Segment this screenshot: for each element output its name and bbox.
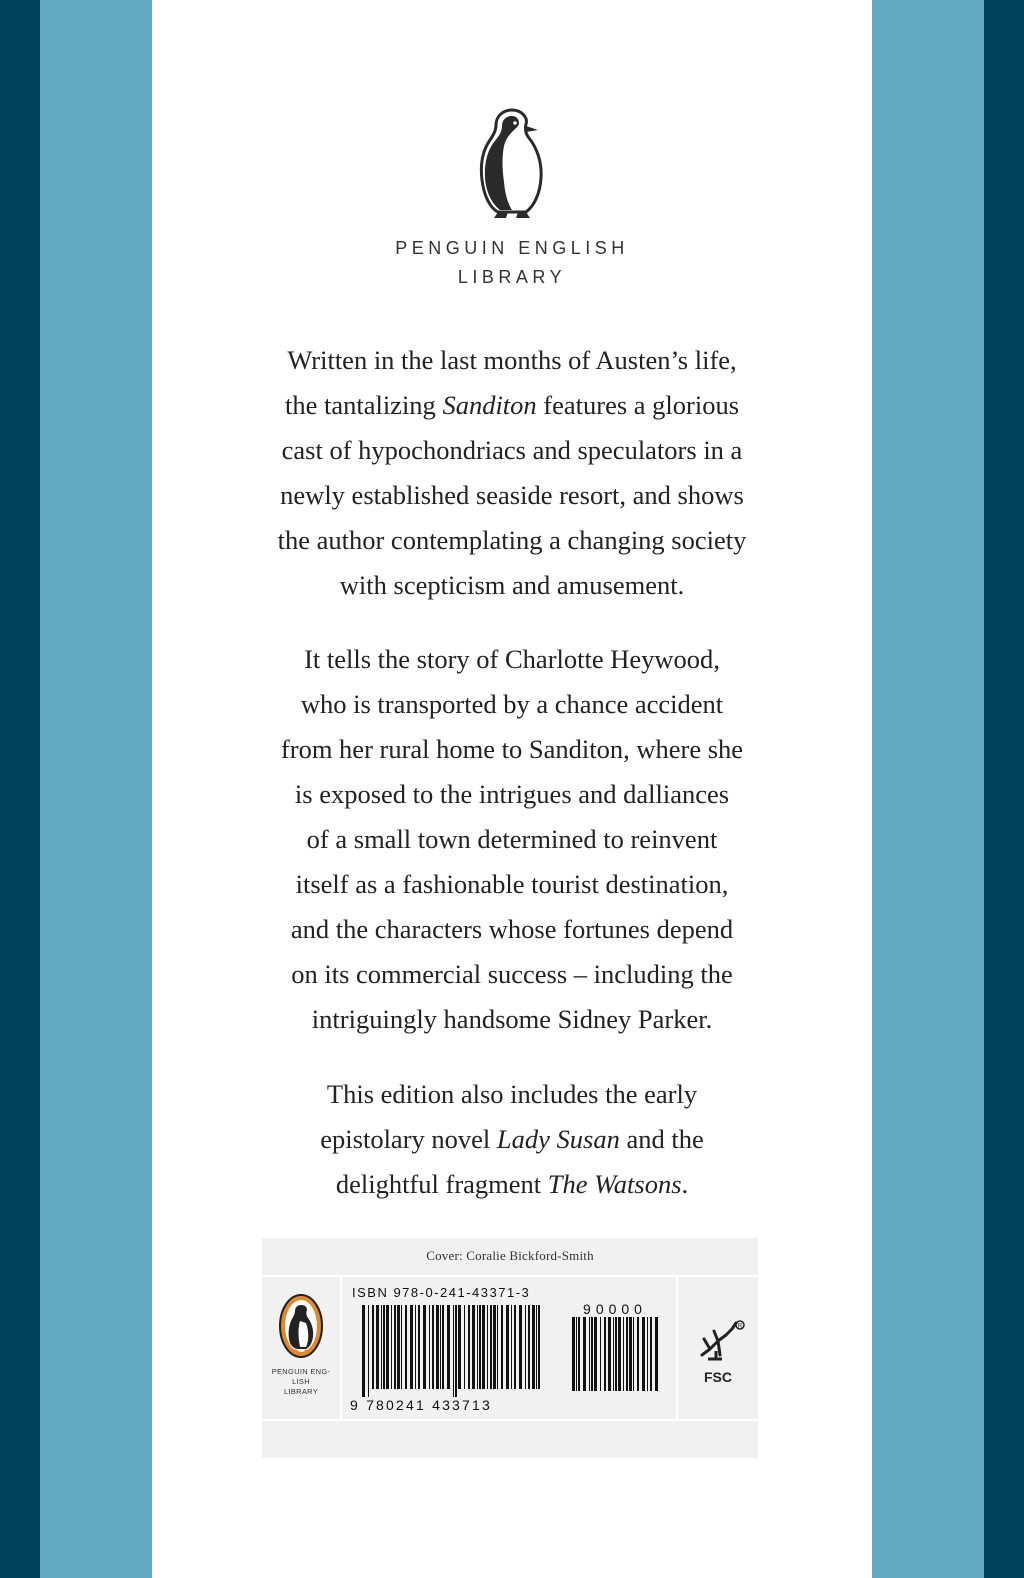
- blue-band-right: [872, 0, 984, 1578]
- text-run: .: [681, 1169, 689, 1199]
- barcode-bar: [536, 1305, 537, 1389]
- barcode-bar: [618, 1317, 621, 1391]
- title-italic: The Watsons: [547, 1169, 682, 1199]
- blurb-line: [192, 473, 832, 518]
- blurb-line: [192, 727, 832, 772]
- barcode-bar: [391, 1305, 392, 1389]
- imprint-cell: [262, 1277, 340, 1419]
- text-run: and the: [619, 1124, 704, 1154]
- barcode-bar: [464, 1305, 465, 1389]
- blurb-paragraph-1: [192, 338, 832, 608]
- blurb-line: [192, 817, 832, 862]
- barcode-bar: [381, 1305, 382, 1389]
- text-run: This edition also includes the early: [326, 1079, 698, 1109]
- blurb-paragraph-2: [192, 637, 832, 1042]
- price-addon-number: 90000: [583, 1301, 647, 1317]
- barcode-bar: [506, 1305, 509, 1389]
- series-line-1: PENGUIN ENGLISH: [395, 238, 629, 258]
- outer-edge-right: [984, 0, 1024, 1578]
- blue-band-left: [40, 0, 152, 1578]
- blurb-line: [192, 682, 832, 727]
- barcode-bar: [613, 1317, 614, 1391]
- barcode-bar: [532, 1305, 535, 1389]
- barcode-bar: [477, 1305, 478, 1389]
- barcode-bar: [647, 1317, 648, 1391]
- barcode-bar: [650, 1317, 652, 1391]
- text-run: is exposed to the intrigues and dalliances: [294, 779, 730, 809]
- back-cover-panel: [152, 0, 872, 1578]
- barcode-bar: [576, 1317, 577, 1391]
- text-run: from her rural home to Sanditon, where she: [280, 734, 744, 764]
- text-run: the author contemplating a changing society: [277, 525, 747, 555]
- isbn-text: ISBN 978-0-241-43371-3: [352, 1285, 531, 1300]
- blurb-line: [192, 907, 832, 952]
- barcode-bar: [497, 1305, 498, 1389]
- barcode-bar: [453, 1305, 454, 1397]
- barcode-bar: [583, 1317, 586, 1391]
- barcode-bar: [472, 1305, 475, 1389]
- barcode-bar: [405, 1305, 407, 1389]
- barcode-cell: [340, 1277, 678, 1419]
- barcode-bar: [397, 1305, 400, 1389]
- barcode-bar: [572, 1317, 575, 1391]
- imprint-label: [262, 1367, 340, 1397]
- text-run: features a glorious: [536, 390, 740, 420]
- barcode-bar: [418, 1305, 420, 1389]
- text-run: of a small town determined to reinvent: [306, 824, 718, 854]
- barcode-bar: [528, 1305, 530, 1389]
- blurb-line: [192, 952, 832, 997]
- text-run: epistolary novel: [320, 1124, 497, 1154]
- barcode-bar: [511, 1305, 512, 1389]
- barcode-bar: [376, 1305, 379, 1389]
- blurb-line: [192, 428, 832, 473]
- barcode-bar: [442, 1305, 444, 1389]
- blurb-line: [192, 862, 832, 907]
- divider-bottom: [262, 1419, 758, 1421]
- barcode-bar: [479, 1305, 481, 1389]
- barcode-bar: [490, 1305, 492, 1389]
- text-run: delightful fragment: [335, 1169, 548, 1199]
- barcode-bar: [591, 1317, 593, 1391]
- text-run: cast of hypochondriacs and speculators in a: [281, 435, 743, 465]
- barcode-bar: [440, 1305, 441, 1389]
- penguin-logo-icon: [472, 106, 552, 224]
- barcode-bar: [594, 1317, 597, 1391]
- blurb-line: [192, 772, 832, 817]
- blurb-line: [192, 518, 832, 563]
- barcode-bar: [410, 1305, 413, 1389]
- barcode-bar: [615, 1317, 617, 1391]
- ean-barcode: [362, 1305, 544, 1397]
- title-italic: Lady Susan: [496, 1124, 620, 1154]
- text-run: itself as a fashionable tourist destination,: [295, 869, 729, 899]
- imprint-label-line-1: PENGUIN ENG-: [271, 1367, 331, 1376]
- barcode-bar: [436, 1305, 439, 1389]
- barcode-bar: [368, 1305, 369, 1397]
- blurb-line: [192, 563, 832, 608]
- barcode-bar: [401, 1305, 402, 1389]
- barcode-bar: [487, 1305, 488, 1389]
- barcode-bar: [447, 1305, 450, 1389]
- imprint-label-line-2: LISH: [292, 1377, 310, 1386]
- barcode-bar: [429, 1305, 430, 1389]
- barcode-bar: [589, 1317, 590, 1391]
- barcode-bar: [655, 1317, 658, 1391]
- barcode-bar: [423, 1305, 426, 1389]
- fsc-tree-icon: [688, 1319, 746, 1367]
- barcode-bar: [514, 1305, 516, 1389]
- text-run: newly established seaside resort, and shows: [280, 480, 744, 510]
- series-line-2: LIBRARY: [457, 267, 567, 287]
- barcode-bar: [629, 1317, 632, 1391]
- barcode-bar: [468, 1305, 470, 1389]
- barcode-bar: [362, 1305, 365, 1397]
- barcode-bar: [642, 1317, 645, 1391]
- cover-credit: Cover: Coralie Bickford-Smith: [426, 1248, 594, 1263]
- imprint-label-line-3: LIBRARY: [283, 1387, 319, 1396]
- text-run: who is transported by a chance accident: [300, 689, 724, 719]
- blurb-line: [192, 1117, 832, 1162]
- barcode-panel: [262, 1238, 758, 1458]
- barcode-bar: [501, 1305, 503, 1389]
- barcode-bar: [432, 1305, 434, 1389]
- text-run: It tells the story of Charlotte Heywood,: [304, 644, 720, 674]
- barcode-bar: [608, 1317, 611, 1391]
- barcode-bar: [372, 1305, 374, 1389]
- barcode-bar: [538, 1305, 540, 1389]
- barcode-bar: [493, 1305, 496, 1389]
- barcode-bar: [386, 1305, 389, 1389]
- blurb-line: [192, 383, 832, 428]
- text-run: with scepticism and amusement.: [339, 570, 685, 600]
- barcode-bar: [519, 1305, 522, 1389]
- barcode-bar: [415, 1305, 416, 1389]
- barcode-bar: [626, 1317, 628, 1391]
- barcode-bar: [578, 1317, 580, 1391]
- blurb-line: [192, 997, 832, 1042]
- penguin-roundel-logo-icon: [278, 1293, 324, 1359]
- series-title: [152, 234, 872, 292]
- outer-edge-left: [0, 0, 40, 1578]
- blurb-line: [192, 1072, 832, 1117]
- addon-barcode: [572, 1317, 658, 1399]
- title-italic: Sanditon: [442, 390, 537, 420]
- barcode-bar: [482, 1305, 485, 1389]
- blurb-paragraph-3: [192, 1072, 832, 1207]
- fsc-cell: [676, 1277, 758, 1419]
- text-run: on its commercial success – including the: [291, 959, 733, 989]
- barcode-bar: [455, 1305, 457, 1397]
- barcode-bar: [458, 1305, 461, 1389]
- barcode-bar: [604, 1317, 606, 1391]
- barcode-bar: [637, 1317, 639, 1391]
- blurb-line: [192, 637, 832, 682]
- barcode-bar: [383, 1305, 385, 1389]
- barcode-bar: [600, 1317, 601, 1391]
- barcode-bar: [525, 1305, 526, 1389]
- fsc-label: FSC: [704, 1369, 732, 1385]
- ean-digits: 9 780241 433713: [350, 1397, 492, 1413]
- blurb-line: [192, 1162, 832, 1207]
- text-run: the tantalizing: [284, 390, 443, 420]
- text-run: intriguingly handsome Sidney Parker.: [311, 1004, 713, 1034]
- blurb-line: [192, 338, 832, 383]
- text-run: Written in the last months of Austen’s life,: [287, 345, 737, 375]
- text-run: and the characters whose fortunes depend: [290, 914, 734, 944]
- barcode-bar: [623, 1317, 624, 1391]
- barcode-bar: [633, 1317, 634, 1391]
- svg-text:R: R: [737, 1323, 743, 1330]
- barcode-bar: [394, 1305, 396, 1389]
